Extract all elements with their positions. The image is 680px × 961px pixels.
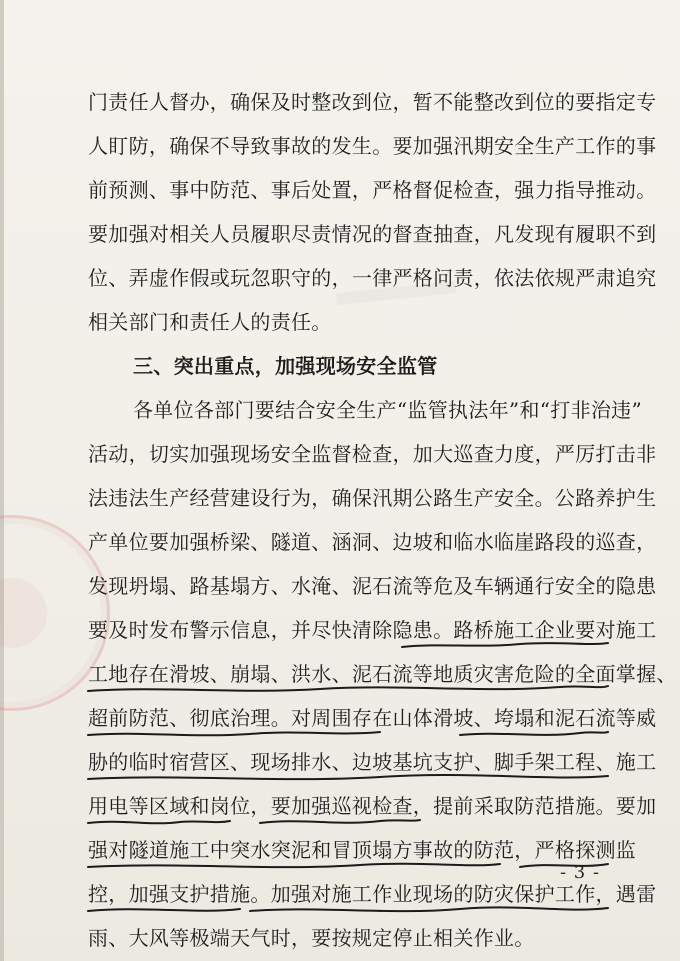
body-line: 产单位要加强桥梁、隧道、涵洞、边坡和临水临崖路段的巡查，	[88, 530, 657, 554]
body-line: 法违法生产经营建设行为，确保汛期公路生产安全。公路养护生	[88, 486, 657, 510]
body-line: 工地存在滑坡、崩塌、洪水、泥石流等地质灾害危险的全面掌握、	[88, 662, 677, 686]
body-line: 胁的临时宿营区、现场排水、边坡基坑支护、脚手架工程、施工	[88, 750, 657, 774]
body-line: 控，加强支护措施。加强对施工作业现场的防灾保护工作，遇雷	[88, 882, 657, 906]
body-line: 位、弄虚作假或玩忽职守的，一律严格问责，依法依规严肃追究	[88, 266, 657, 290]
page-number: - 3 -	[560, 862, 601, 883]
body-line: 用电等区域和岗位，要加强巡视检查，提前采取防范措施。要加	[88, 794, 657, 818]
body-line: 各单位各部门要结合安全生产“监管执法年”和“打非治违”	[133, 398, 642, 422]
body-line: 门责任人督办，确保及时整改到位，暂不能整改到位的要指定专	[88, 90, 657, 114]
body-line: 雨、大风等极端天气时，要按规定停止相关作业。	[88, 926, 535, 950]
body-line: 活动，切实加强现场安全监督检查，加大巡查力度，严厉打击非	[88, 442, 657, 466]
body-line: 强对隧道施工中突水突泥和冒顶塌方事故的防范，严格探测监	[88, 838, 637, 862]
body-line: 发现坍塌、路基塌方、水淹、泥石流等危及车辆通行安全的隐患	[88, 574, 657, 598]
body-line: 超前防范、彻底治理。对周围存在山体滑坡、垮塌和泥石流等威	[88, 706, 657, 730]
body-line: 要加强对相关人员履职尽责情况的督查抽查，凡发现有履职不到	[88, 222, 657, 246]
body-line: 前预测、事中防范、事后处置，严格督促检查，强力指导推动。	[88, 178, 657, 202]
body-line: 人盯防，确保不导致事故的发生。要加强汛期安全生产工作的事	[88, 134, 657, 158]
scan-edge	[0, 0, 4, 961]
body-line: 相关部门和责任人的责任。	[88, 310, 332, 334]
section-heading: 三、突出重点，加强现场安全监管	[133, 354, 438, 378]
body-line: 要及时发布警示信息，并尽快清除隐患。路桥施工企业要对施工	[88, 618, 657, 642]
